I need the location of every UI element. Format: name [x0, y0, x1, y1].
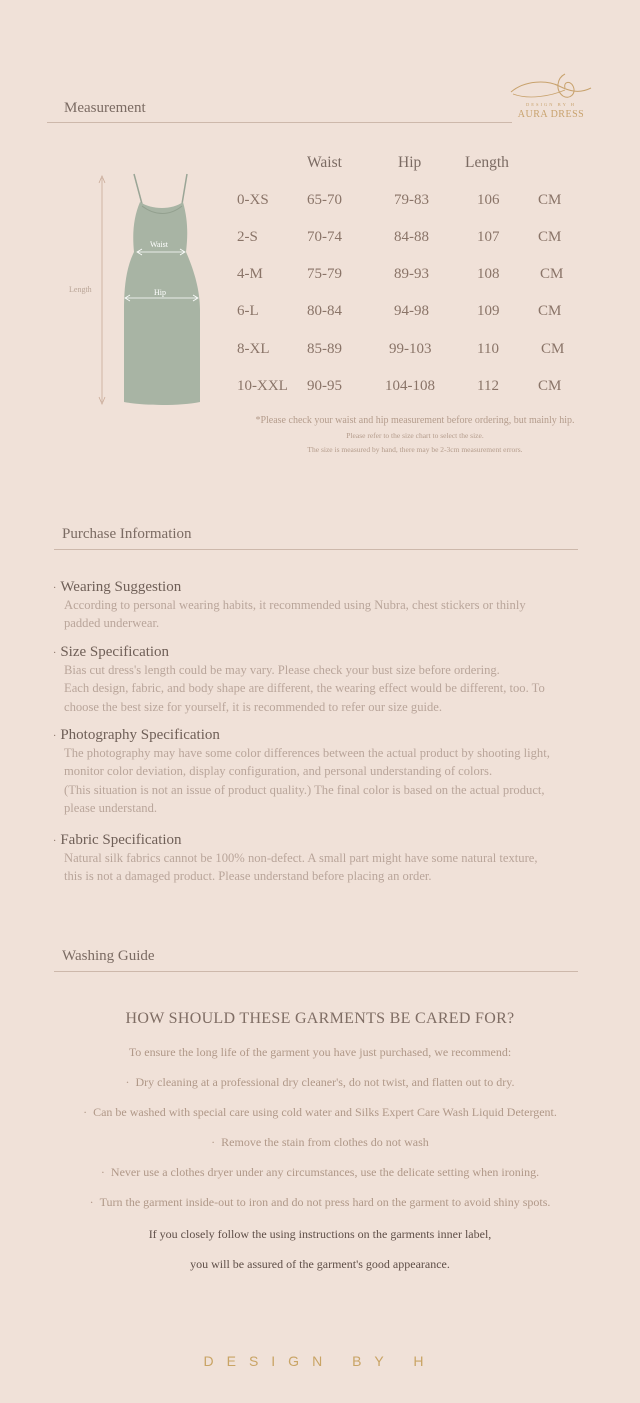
hip-value: 99-103: [389, 341, 432, 357]
washing-heading: HOW SHOULD THESE GARMENTS BE CARED FOR?: [125, 1010, 515, 1027]
purchase-item-title: Wearing Suggestion: [60, 579, 182, 595]
purchase-item-line: (This situation is not an issue of product quality.) The final color is based on the actual product,: [64, 782, 545, 797]
washing-tip-text: Dry cleaning at a professional dry cleaner's, do not twist, and flatten out to dry.: [135, 1075, 515, 1089]
bullet-icon: ·: [53, 583, 57, 594]
purchase-item-line: choose the best size for yourself, it is recommended to refer our size guide.: [64, 699, 443, 714]
waist-value: 80-84: [307, 303, 342, 319]
bullet-icon: ·: [53, 731, 57, 742]
purchase-item-line: According to personal wearing habits, it recommended using Nubra, chest stickers or thinly: [64, 598, 526, 612]
measurement-note: Please refer to the size chart to select the size.: [346, 431, 484, 440]
bullet-icon: ·: [100, 1165, 111, 1179]
washing-tip-text: Never use a clothes dryer under any circumstances, use the delicate setting when ironing.: [110, 1165, 540, 1179]
washing-tip-text: Remove the stain from clothes do not wash: [221, 1135, 429, 1149]
purchase-item-fabric: [53, 832, 598, 886]
measurement-title: Measurement: [64, 100, 146, 116]
washing-closing: If you closely follow the using instructions on the garments inner label,: [148, 1227, 492, 1241]
purchase-item-line: Natural silk fabrics cannot be 100% non-defect. A small part might have some natural texture,: [64, 851, 538, 865]
length-value: 112: [477, 378, 499, 394]
length-value: 110: [477, 341, 499, 357]
table-row: [0, 341, 640, 361]
header-hip: Hip: [398, 154, 422, 171]
washing-tip: [0, 1165, 640, 1180]
header-length: Length: [465, 154, 509, 171]
unit-label: CM: [540, 266, 564, 282]
diagram-waist-label: Waist: [150, 240, 169, 249]
washing-tip: [0, 1105, 640, 1120]
table-row: [0, 303, 640, 323]
length-value: 109: [477, 303, 500, 319]
length-value: 107: [477, 229, 500, 245]
waist-value: 75-79: [307, 266, 342, 282]
purchase-divider: [54, 549, 578, 550]
washing-tip: [0, 1135, 640, 1150]
hip-value: 104-108: [385, 378, 435, 394]
waist-value: 70-74: [307, 229, 342, 245]
unit-label: CM: [541, 341, 565, 357]
purchase-item-photography: [53, 727, 598, 818]
purchase-item-line: The photography may have some color differences between the actual product by shooting light,: [64, 746, 550, 760]
size-label: 8-XL: [237, 341, 270, 357]
bullet-icon: ·: [125, 1075, 136, 1089]
purchase-item-size: [53, 644, 598, 716]
table-row: [0, 378, 640, 398]
logo-brand: AURA DRESS: [517, 109, 585, 120]
size-label: 10-XXL: [237, 378, 288, 394]
bullet-icon: ·: [89, 1195, 100, 1209]
waist-value: 90-95: [307, 378, 342, 394]
purchase-item-title: Size Specification: [60, 644, 170, 660]
signature-flourish-icon: [507, 70, 595, 104]
bullet-icon: ·: [53, 648, 57, 659]
size-label: 2-S: [237, 229, 258, 245]
size-label: 6-L: [237, 303, 259, 319]
size-label: 0-XS: [237, 192, 269, 208]
purchase-item-line: Bias cut dress's length could be may vary. Please check your bust size before ordering.: [64, 663, 500, 677]
logo-design-by: DESIGN BY H: [525, 102, 577, 107]
unit-label: CM: [538, 378, 562, 394]
purchase-item-title: Photography Specification: [60, 727, 220, 743]
waist-value: 65-70: [307, 192, 342, 208]
brand-logo: [505, 70, 597, 130]
bullet-icon: ·: [53, 836, 57, 847]
waist-value: 85-89: [307, 341, 342, 357]
header-waist: Waist: [307, 154, 342, 171]
washing-closing: you will be assured of the garment's good appearance.: [190, 1257, 450, 1271]
unit-label: CM: [538, 192, 562, 208]
length-value: 108: [477, 266, 500, 282]
length-value: 106: [477, 192, 500, 208]
purchase-item-wearing: [53, 579, 598, 633]
washing-tip-text: Turn the garment inside-out to iron and do not press hard on the garment to avoid shiny spots.: [99, 1195, 551, 1209]
bullet-icon: ·: [211, 1135, 222, 1149]
measurement-note: The size is measured by hand, there may be 2-3cm measurement errors.: [307, 445, 523, 454]
footer-brand: DESIGN BY H: [203, 1353, 437, 1369]
purchase-item-line: Each design, fabric, and body shape are different, the wearing effect would be different, too. To: [64, 681, 545, 696]
washing-intro: To ensure the long life of the garment you have just purchased, we recommend:: [128, 1045, 512, 1059]
washing-tip-text: Can be washed with special care using cold water and Silks Expert Care Wash Liquid Detergent.: [93, 1105, 557, 1119]
diagram-hip-label: Hip: [154, 288, 166, 297]
washing-tip: [0, 1075, 640, 1090]
purchase-title: Purchase Information: [62, 526, 192, 542]
washing-divider: [54, 971, 578, 972]
purchase-item-line: this is not a damaged product. Please understand before placing an order.: [64, 869, 432, 884]
hip-value: 79-83: [394, 192, 429, 208]
diagram-length-label: Length: [69, 285, 92, 294]
measurement-divider: [47, 122, 512, 123]
hip-value: 84-88: [394, 229, 429, 245]
purchase-item-line: padded underwear.: [64, 616, 160, 631]
washing-title: Washing Guide: [62, 948, 155, 964]
hip-value: 94-98: [394, 303, 429, 319]
purchase-item-line: monitor color deviation, display configuration, and personal understanding of colors.: [64, 764, 493, 779]
purchase-item-line: please understand.: [64, 801, 158, 816]
unit-label: CM: [538, 303, 562, 319]
measurement-note: *Please check your waist and hip measurement before ordering, but mainly hip.: [255, 415, 575, 426]
table-row: [0, 266, 640, 286]
purchase-item-title: Fabric Specification: [60, 832, 182, 848]
table-row: [0, 229, 640, 249]
unit-label: CM: [538, 229, 562, 245]
size-label: 4-M: [237, 266, 263, 282]
washing-tip: [0, 1195, 640, 1210]
table-row: [0, 192, 640, 212]
bullet-icon: ·: [83, 1105, 94, 1119]
hip-value: 89-93: [394, 266, 429, 282]
